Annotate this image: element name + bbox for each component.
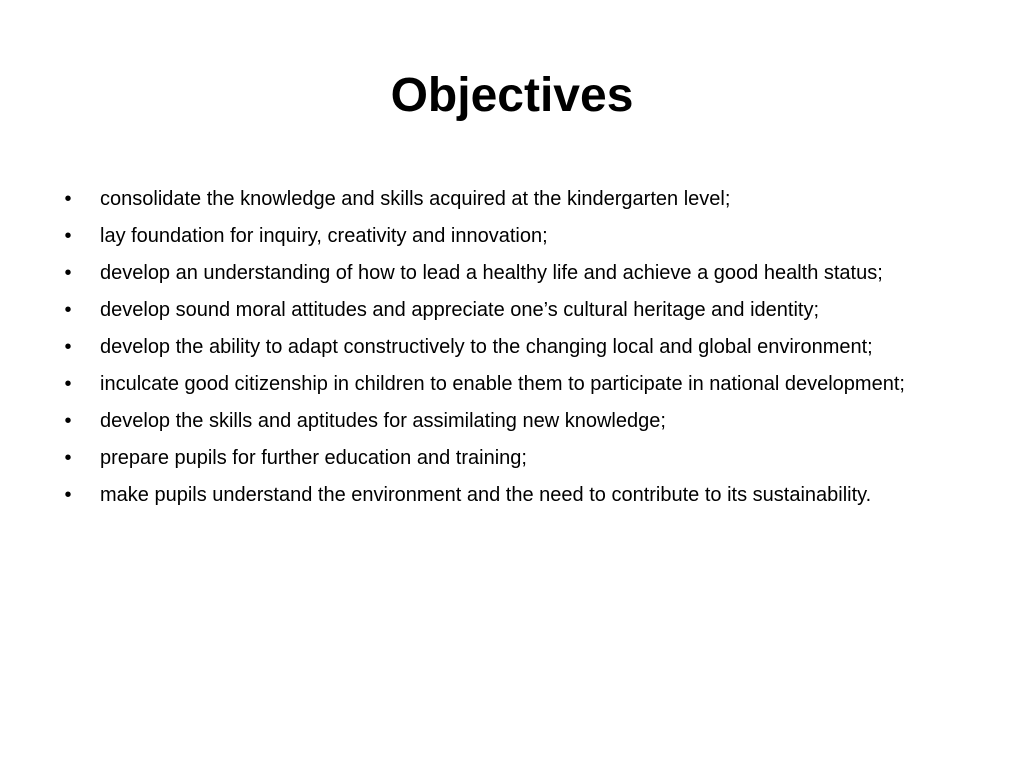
list-item: [58, 406, 978, 436]
list-item: [58, 184, 978, 214]
list-item: [58, 332, 978, 362]
list-item: [58, 295, 978, 325]
list-item: [58, 443, 978, 473]
list-item-text: develop the skills and aptitudes for assimilating new knowledge;: [100, 410, 666, 432]
bullet-icon: •: [64, 262, 72, 284]
bullet-icon: •: [64, 336, 72, 358]
bullet-icon: •: [64, 484, 72, 506]
bullet-icon: •: [64, 225, 72, 247]
list-item-text: prepare pupils for further education and training;: [100, 447, 527, 469]
bullet-icon: •: [64, 447, 72, 469]
list-item: [58, 258, 978, 288]
bullet-icon: •: [64, 373, 72, 395]
bullet-icon: •: [64, 188, 72, 210]
list-item: [58, 369, 978, 399]
list-item-text: make pupils understand the environment and the need to contribute to its sustainability.: [100, 484, 872, 506]
list-item-text: develop sound moral attitudes and appreciate one’s cultural heritage and identity;: [100, 299, 819, 321]
list-item: [58, 221, 978, 251]
list-item-text: lay foundation for inquiry, creativity and innovation;: [100, 225, 548, 247]
list-item-text: consolidate the knowledge and skills acquired at the kindergarten level;: [100, 188, 731, 210]
list-item: [58, 480, 978, 510]
objectives-list: [58, 184, 978, 517]
list-item-text: inculcate good citizenship in children to enable them to participate in national development;: [100, 373, 905, 395]
list-item-text: develop an understanding of how to lead a healthy life and achieve a good health status;: [100, 262, 883, 284]
slide-title: Objectives: [390, 69, 634, 122]
bullet-icon: •: [64, 299, 72, 321]
bullet-icon: •: [64, 410, 72, 432]
list-item-text: develop the ability to adapt constructively to the changing local and global environment;: [100, 336, 873, 358]
